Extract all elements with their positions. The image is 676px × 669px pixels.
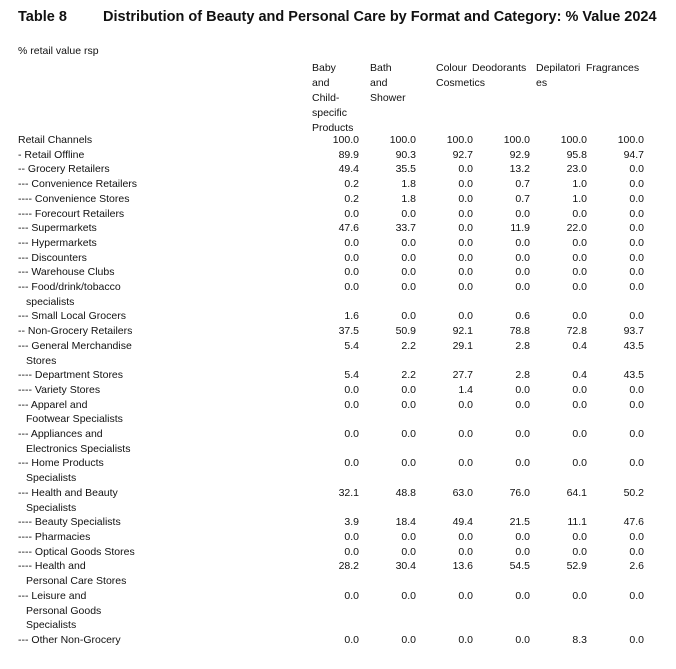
table-row bbox=[18, 383, 644, 398]
cell-value: 52.9 bbox=[566, 560, 587, 573]
cell-value: 0.0 bbox=[401, 281, 416, 294]
cell-value: 0.0 bbox=[401, 266, 416, 279]
cell-value: 0.0 bbox=[458, 545, 473, 558]
cell-value: 0.0 bbox=[572, 207, 587, 220]
cell-value: 0.0 bbox=[401, 589, 416, 602]
cell-value: 0.0 bbox=[515, 589, 530, 602]
cell-value: 2.6 bbox=[629, 560, 644, 573]
row-label: --- Food/drink/tobacco specialists bbox=[18, 281, 121, 308]
cell-value: 28.2 bbox=[338, 560, 359, 573]
cell-value: 0.0 bbox=[572, 383, 587, 396]
cell-value: 92.7 bbox=[452, 148, 473, 161]
cell-value: 50.2 bbox=[623, 486, 644, 499]
column-header: Baby and Child- specific Products bbox=[312, 62, 354, 134]
row-label: - Retail Offline bbox=[18, 148, 85, 161]
cell-value: 0.7 bbox=[515, 178, 530, 191]
cell-value: 0.0 bbox=[344, 457, 359, 470]
cell-value: 43.5 bbox=[623, 369, 644, 382]
cell-value: 0.0 bbox=[344, 281, 359, 294]
cell-value: 32.1 bbox=[338, 486, 359, 499]
row-label: ---- Department Stores bbox=[18, 369, 124, 382]
table-row bbox=[18, 192, 644, 207]
cell-value: 0.6 bbox=[515, 310, 530, 323]
row-label: --- Other Non-Grocery bbox=[18, 633, 121, 646]
row-label: --- Apparel and Footwear Specialists bbox=[18, 398, 123, 426]
cell-value: 90.3 bbox=[395, 148, 416, 161]
cell-value: 0.0 bbox=[401, 398, 416, 411]
cell-value: 0.0 bbox=[515, 251, 530, 264]
cell-value: 0.0 bbox=[458, 310, 473, 323]
row-label: --- Home Products Specialists bbox=[18, 457, 104, 485]
cell-value: 0.0 bbox=[629, 178, 644, 191]
cell-value: 0.0 bbox=[458, 178, 473, 191]
cell-value: 0.0 bbox=[458, 428, 473, 441]
cell-value: 0.0 bbox=[515, 281, 530, 294]
cell-value: 0.0 bbox=[572, 457, 587, 470]
cell-value: 5.4 bbox=[344, 339, 359, 352]
cell-value: 0.0 bbox=[344, 251, 359, 264]
cell-value: 0.0 bbox=[344, 633, 359, 646]
cell-value: 0.0 bbox=[629, 530, 644, 543]
cell-value: 1.0 bbox=[572, 192, 587, 205]
cell-value: 0.4 bbox=[572, 339, 587, 352]
cell-value: 29.1 bbox=[452, 339, 473, 352]
table-row bbox=[18, 427, 644, 456]
cell-value: 0.0 bbox=[629, 207, 644, 220]
cell-value: 0.0 bbox=[458, 163, 473, 176]
cell-value: 0.0 bbox=[344, 266, 359, 279]
column-header: Colour Cosmetics bbox=[436, 62, 486, 89]
cell-value: 0.0 bbox=[515, 383, 530, 396]
cell-value: 0.0 bbox=[401, 310, 416, 323]
unit-label: % retail value rsp bbox=[18, 45, 99, 57]
cell-value: 0.0 bbox=[401, 383, 416, 396]
cell-value: 0.0 bbox=[572, 281, 587, 294]
cell-value: 94.7 bbox=[623, 148, 644, 161]
cell-value: 0.2 bbox=[344, 192, 359, 205]
cell-value: 0.2 bbox=[344, 178, 359, 191]
cell-value: 0.4 bbox=[572, 369, 587, 382]
cell-value: 89.9 bbox=[338, 148, 359, 161]
row-label: --- Warehouse Clubs bbox=[18, 266, 115, 279]
row-label: -- Grocery Retailers bbox=[18, 163, 110, 176]
cell-value: 78.8 bbox=[509, 325, 530, 338]
cell-value: 0.0 bbox=[344, 398, 359, 411]
cell-value: 13.2 bbox=[509, 163, 530, 176]
row-label: Retail Channels bbox=[18, 134, 93, 146]
cell-value: 3.9 bbox=[344, 516, 359, 529]
cell-value: 0.0 bbox=[572, 545, 587, 558]
cell-value: 0.0 bbox=[344, 530, 359, 543]
cell-value: 0.0 bbox=[401, 428, 416, 441]
row-label: --- Small Local Grocers bbox=[18, 310, 126, 323]
cell-value: 0.0 bbox=[572, 398, 587, 411]
table-row bbox=[18, 236, 644, 251]
cell-value: 95.8 bbox=[566, 148, 587, 161]
table-row bbox=[18, 589, 644, 633]
cell-value: 35.5 bbox=[395, 163, 416, 176]
cell-value: 48.8 bbox=[395, 486, 416, 499]
cell-value: 0.0 bbox=[515, 428, 530, 441]
row-label: ---- Beauty Specialists bbox=[18, 516, 121, 529]
cell-value: 0.0 bbox=[458, 266, 473, 279]
cell-value: 1.0 bbox=[572, 178, 587, 191]
cell-value: 43.5 bbox=[623, 339, 644, 352]
cell-value: 0.0 bbox=[458, 251, 473, 264]
cell-value: 0.0 bbox=[572, 266, 587, 279]
table-body bbox=[18, 133, 644, 648]
row-label: --- Leisure and Personal Goods Specialists bbox=[18, 589, 102, 632]
cell-value: 0.0 bbox=[401, 236, 416, 249]
cell-value: 63.0 bbox=[452, 486, 473, 499]
table-row bbox=[18, 530, 644, 545]
table-heading: Distribution of Beauty and Personal Care by Format and Category: % Value 2024 bbox=[103, 9, 657, 25]
cell-value: 0.0 bbox=[629, 251, 644, 264]
cell-value: 11.1 bbox=[567, 516, 587, 529]
table-row bbox=[18, 545, 644, 560]
table-row bbox=[18, 309, 644, 324]
cell-value: 0.0 bbox=[401, 633, 416, 646]
table-row bbox=[18, 133, 644, 148]
cell-value: 49.4 bbox=[338, 163, 359, 176]
cell-value: 23.0 bbox=[566, 163, 587, 176]
cell-value: 92.1 bbox=[452, 325, 473, 338]
row-label: --- Convenience Retailers bbox=[18, 178, 138, 191]
row-label: --- Appliances and Electronics Specialists bbox=[18, 428, 131, 455]
cell-value: 22.0 bbox=[566, 222, 587, 235]
cell-value: 100.0 bbox=[332, 134, 359, 146]
cell-value: 2.8 bbox=[515, 339, 530, 352]
cell-value: 0.0 bbox=[515, 398, 530, 411]
cell-value: 0.0 bbox=[572, 251, 587, 264]
table-row bbox=[18, 207, 644, 222]
table-row bbox=[18, 368, 644, 383]
cell-value: 100.0 bbox=[560, 134, 587, 146]
table-row bbox=[18, 251, 644, 266]
table-row bbox=[18, 162, 644, 177]
cell-value: 0.0 bbox=[629, 266, 644, 279]
table-row bbox=[18, 515, 644, 530]
cell-value: 0.0 bbox=[629, 222, 644, 235]
table-row bbox=[18, 398, 644, 427]
cell-value: 0.0 bbox=[344, 207, 359, 220]
cell-value: 100.0 bbox=[503, 134, 530, 146]
cell-value: 0.0 bbox=[401, 545, 416, 558]
cell-value: 0.0 bbox=[344, 236, 359, 249]
row-label: ---- Optical Goods Stores bbox=[18, 545, 135, 558]
cell-value: 0.0 bbox=[458, 192, 473, 205]
cell-value: 30.4 bbox=[395, 560, 416, 573]
cell-value: 0.0 bbox=[572, 589, 587, 602]
column-header: Bath and Shower bbox=[370, 62, 406, 104]
cell-value: 0.0 bbox=[515, 236, 530, 249]
row-label: --- General Merchandise Stores bbox=[18, 339, 132, 367]
cell-value: 100.0 bbox=[446, 134, 473, 146]
cell-value: 93.7 bbox=[623, 325, 644, 338]
cell-value: 50.9 bbox=[395, 325, 416, 338]
column-header: Fragrances bbox=[586, 62, 640, 74]
cell-value: 49.4 bbox=[452, 516, 473, 529]
cell-value: 76.0 bbox=[509, 486, 530, 499]
table-row bbox=[18, 280, 644, 309]
cell-value: 5.4 bbox=[344, 369, 359, 382]
row-label: --- Supermarkets bbox=[18, 222, 97, 235]
cell-value: 0.0 bbox=[458, 398, 473, 411]
cell-value: 64.1 bbox=[566, 486, 587, 499]
cell-value: 0.0 bbox=[401, 251, 416, 264]
cell-value: 0.0 bbox=[344, 383, 359, 396]
cell-value: 0.7 bbox=[515, 192, 530, 205]
table-row bbox=[18, 559, 644, 588]
table-title bbox=[18, 9, 657, 25]
cell-value: 2.8 bbox=[515, 369, 530, 382]
cell-value: 72.8 bbox=[566, 325, 587, 338]
column-header: Depilatori es bbox=[536, 62, 581, 89]
table-row bbox=[18, 177, 644, 192]
cell-value: 1.8 bbox=[401, 178, 416, 191]
cell-value: 92.9 bbox=[509, 148, 530, 161]
cell-value: 0.0 bbox=[629, 192, 644, 205]
cell-value: 0.0 bbox=[458, 281, 473, 294]
row-label: --- Hypermarkets bbox=[18, 236, 97, 249]
cell-value: 0.0 bbox=[458, 222, 473, 235]
cell-value: 0.0 bbox=[515, 207, 530, 220]
cell-value: 54.5 bbox=[509, 560, 530, 573]
cell-value: 0.0 bbox=[515, 633, 530, 646]
cell-value: 0.0 bbox=[572, 530, 587, 543]
row-label: ---- Pharmacies bbox=[18, 530, 91, 543]
column-header: Deodorants bbox=[472, 62, 527, 74]
cell-value: 18.4 bbox=[395, 516, 416, 529]
cell-value: 0.0 bbox=[401, 457, 416, 470]
cell-value: 0.0 bbox=[629, 633, 644, 646]
cell-value: 0.0 bbox=[458, 530, 473, 543]
cell-value: 0.0 bbox=[344, 428, 359, 441]
cell-value: 1.8 bbox=[401, 192, 416, 205]
cell-value: 0.0 bbox=[344, 545, 359, 558]
cell-value: 0.0 bbox=[401, 530, 416, 543]
cell-value: 27.7 bbox=[452, 369, 473, 382]
table-row bbox=[18, 324, 644, 339]
table-row bbox=[18, 456, 644, 485]
cell-value: 0.0 bbox=[515, 266, 530, 279]
cell-value: 2.2 bbox=[401, 369, 416, 382]
cell-value: 33.7 bbox=[395, 222, 416, 235]
cell-value: 47.6 bbox=[338, 222, 359, 235]
cell-value: 100.0 bbox=[617, 134, 644, 146]
cell-value: 47.6 bbox=[623, 516, 644, 529]
cell-value: 0.0 bbox=[344, 589, 359, 602]
cell-value: 0.0 bbox=[572, 236, 587, 249]
cell-value: 1.6 bbox=[344, 310, 359, 323]
cell-value: 0.0 bbox=[629, 428, 644, 441]
cell-value: 0.0 bbox=[515, 530, 530, 543]
cell-value: 0.0 bbox=[515, 457, 530, 470]
cell-value: 0.0 bbox=[401, 207, 416, 220]
cell-value: 0.0 bbox=[629, 236, 644, 249]
table-row bbox=[18, 221, 644, 236]
row-label: ---- Health and Personal Care Stores bbox=[18, 560, 127, 588]
cell-value: 8.3 bbox=[572, 633, 587, 646]
cell-value: 0.0 bbox=[629, 398, 644, 411]
cell-value: 0.0 bbox=[629, 589, 644, 602]
cell-value: 100.0 bbox=[389, 134, 416, 146]
cell-value: 0.0 bbox=[458, 633, 473, 646]
table-row bbox=[18, 265, 644, 280]
cell-value: 1.4 bbox=[458, 383, 473, 396]
row-label: ---- Convenience Stores bbox=[18, 192, 130, 205]
cell-value: 0.0 bbox=[515, 545, 530, 558]
cell-value: 0.0 bbox=[458, 236, 473, 249]
cell-value: 0.0 bbox=[572, 428, 587, 441]
cell-value: 13.6 bbox=[452, 560, 473, 573]
cell-value: 2.2 bbox=[401, 339, 416, 352]
row-label: --- Discounters bbox=[18, 251, 87, 264]
cell-value: 0.0 bbox=[458, 589, 473, 602]
table-number: Table 8 bbox=[18, 9, 67, 25]
table-row bbox=[18, 633, 644, 648]
table-row bbox=[18, 339, 644, 368]
row-label: -- Non-Grocery Retailers bbox=[18, 325, 133, 338]
cell-value: 0.0 bbox=[458, 457, 473, 470]
cell-value: 0.0 bbox=[629, 281, 644, 294]
cell-value: 0.0 bbox=[572, 310, 587, 323]
row-label: ---- Variety Stores bbox=[18, 383, 101, 396]
row-label: ---- Forecourt Retailers bbox=[18, 207, 125, 220]
data-table bbox=[18, 133, 644, 648]
cell-value: 0.0 bbox=[629, 163, 644, 176]
cell-value: 0.0 bbox=[629, 383, 644, 396]
cell-value: 11.9 bbox=[510, 222, 530, 235]
cell-value: 0.0 bbox=[629, 457, 644, 470]
table-row bbox=[18, 486, 644, 515]
table-row bbox=[18, 148, 644, 163]
row-label: --- Health and Beauty Specialists bbox=[18, 486, 118, 514]
cell-value: 0.0 bbox=[458, 207, 473, 220]
cell-value: 0.0 bbox=[629, 545, 644, 558]
cell-value: 37.5 bbox=[338, 325, 359, 338]
cell-value: 0.0 bbox=[629, 310, 644, 323]
cell-value: 21.5 bbox=[509, 516, 530, 529]
